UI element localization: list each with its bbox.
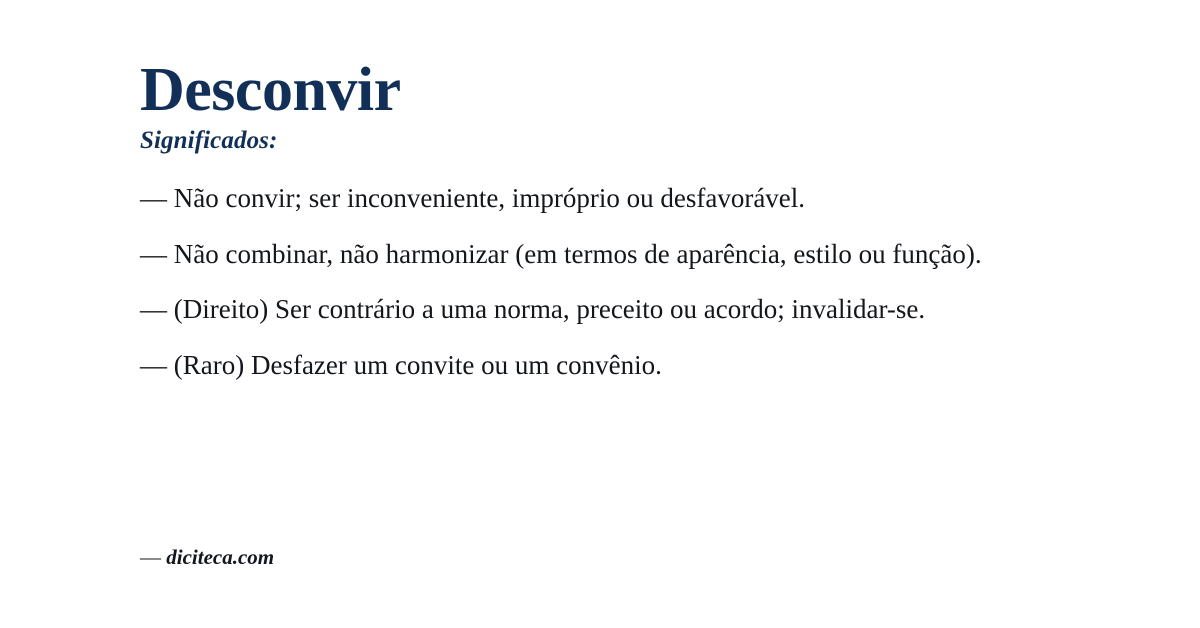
meaning-text: Não combinar, não harmonizar (em termos de aparência, estilo ou função). (173, 238, 982, 269)
list-item (140, 292, 1020, 328)
source-dash: — (140, 545, 161, 569)
source-attribution (140, 545, 274, 570)
list-item (140, 181, 1020, 217)
bullet-dash: — (140, 238, 167, 269)
bullet-dash: — (140, 349, 167, 380)
meaning-text: Não convir; ser inconveniente, impróprio ou desfavorável. (173, 183, 806, 214)
list-item (140, 348, 1020, 384)
source-name: diciteca.com (166, 545, 275, 569)
meaning-text: (Direito) Ser contrário a uma norma, preceito ou acordo; invalidar-se. (173, 294, 926, 325)
meanings-label: Significados: (140, 127, 278, 155)
bullet-dash: — (140, 294, 167, 325)
list-item (140, 237, 1020, 273)
bullet-dash: — (140, 183, 167, 214)
meaning-text: (Raro) Desfazer um convite ou um convênio. (173, 349, 662, 380)
page-title: Desconvir (140, 56, 401, 124)
meanings-list (140, 181, 1060, 384)
